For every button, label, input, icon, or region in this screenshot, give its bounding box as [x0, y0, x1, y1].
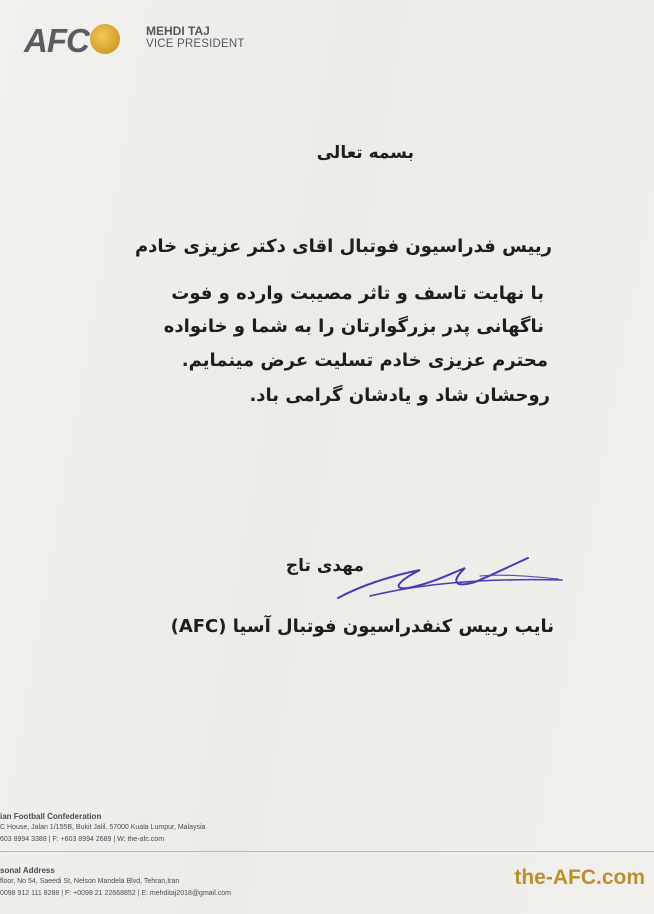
personal-address-title: sonal Address: [0, 866, 55, 875]
body-line: با نهایت تاسف و تاثر مصیبت وارده و فوت: [171, 283, 544, 304]
footer-org-name: ian Football Confederation: [0, 812, 102, 821]
website-link[interactable]: the-AFC.com: [514, 866, 645, 889]
bismillah-heading: بسمه تعالی: [316, 143, 414, 163]
footer-address: C House, Jalan 1/155B, Bukit Jalil, 57000 Kuala Lumpur, Malaysia: [0, 824, 206, 831]
header-name: MEHDI TAJ: [146, 24, 210, 38]
football-icon: [90, 24, 120, 54]
header-title: VICE PRESIDENT: [146, 38, 245, 50]
body-line: محترم عزیزی خادم تسلیت عرض مینمایم.: [181, 350, 548, 371]
body-line: ناگهانی پدر بزرگوارتان را به شما و خانواده: [163, 316, 544, 337]
signer-title: نایب رییس کنفدراسیون فوتبال آسیا (AFC): [170, 616, 554, 637]
handwritten-signature: [330, 546, 570, 606]
body-line: روحشان شاد و یادشان گرامی باد.: [249, 385, 550, 406]
personal-contact: 0098 912 111 8288 | F: +0098 21 22668852 | E: mehditaj2018@gmail.com: [0, 890, 231, 897]
afc-logo: [24, 20, 124, 60]
footer-contact: 603 8994 3388 | F: +603 8994 2689 | W: the-afc.com: [0, 836, 165, 843]
addressee-line: رییس فدراسیون فوتبال اقای دکتر عزیزی خادم: [134, 236, 552, 257]
footer-divider: [0, 851, 654, 852]
signer-name: مهدی تاج: [285, 556, 364, 576]
afc-logo-text: AFC: [24, 22, 89, 59]
personal-address: floor, No 54, Saeedi St, Nelson Mandela Blvd, Tehran,Iran: [0, 878, 180, 885]
